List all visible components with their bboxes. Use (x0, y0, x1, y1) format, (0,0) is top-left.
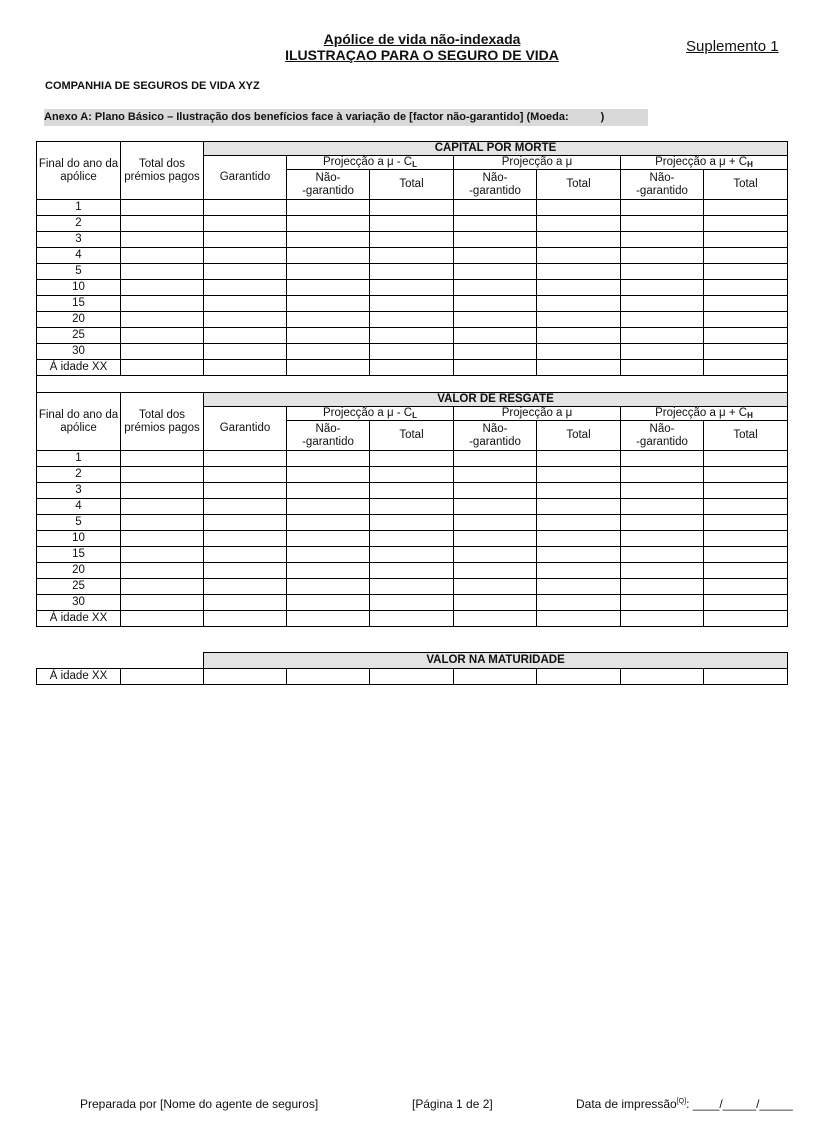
death-col-total: Total (370, 170, 454, 200)
surrender-cell (370, 611, 454, 627)
surrender-row (37, 611, 788, 627)
death-cell (121, 312, 204, 328)
surrender-cell (287, 515, 370, 531)
death-row (37, 328, 788, 344)
surrender-cell (704, 515, 788, 531)
surrender-cell (204, 595, 287, 611)
death-cell (370, 328, 454, 344)
projection-label: Projecção a μ - C (323, 156, 413, 168)
illustration-table (36, 141, 788, 627)
surrender-cell (287, 483, 370, 499)
maturity-cell (537, 669, 621, 685)
maturity-cell (704, 669, 788, 685)
surrender-cell (621, 483, 704, 499)
surrender-cell (704, 499, 788, 515)
maturity-year-label: À idade XX (37, 669, 121, 685)
surrender-cell (621, 451, 704, 467)
death-projection-mid (454, 156, 621, 170)
surrender-cell (370, 515, 454, 531)
maturity-cell (370, 669, 454, 685)
surrender-row (37, 595, 788, 611)
death-year-label: 10 (37, 280, 121, 296)
death-cell (287, 264, 370, 280)
surrender-cell (370, 451, 454, 467)
surrender-cell (121, 611, 204, 627)
death-cell (704, 328, 788, 344)
surrender-cell (204, 611, 287, 627)
non-guaranteed-line1: Não- (649, 171, 675, 184)
annex-text: Anexo A: Plano Básico – Ilustração dos benefícios face à variação de [factor não-garantido] (Moeda: (44, 111, 569, 123)
surrender-row (37, 531, 788, 547)
death-cell (287, 360, 370, 376)
death-year-label: 2 (37, 216, 121, 232)
death-cell (704, 360, 788, 376)
non-guaranteed-line1: Não- (315, 171, 341, 184)
death-cell (704, 344, 788, 360)
death-cell (621, 264, 704, 280)
death-col-guaranteed: Garantido (204, 156, 287, 200)
surrender-cell (537, 611, 621, 627)
annex-close: ) (600, 111, 605, 123)
surrender-col-non-guaranteed (287, 421, 370, 451)
death-cell (204, 216, 287, 232)
non-guaranteed-line1: Não- (649, 422, 675, 435)
surrender-cell (621, 611, 704, 627)
death-projection-low (287, 156, 454, 170)
death-year-label: À idade XX (37, 360, 121, 376)
death-year-label: 5 (37, 264, 121, 280)
death-cell (704, 312, 788, 328)
death-cell (121, 328, 204, 344)
death-cell (537, 232, 621, 248)
surrender-cell (454, 515, 537, 531)
surrender-cell (370, 547, 454, 563)
projection-subscript: H (747, 160, 753, 169)
death-cell (287, 328, 370, 344)
death-cell (454, 248, 537, 264)
death-cell (204, 312, 287, 328)
maturity-cell (121, 669, 204, 685)
surrender-cell (454, 483, 537, 499)
death-col-non-guaranteed (287, 170, 370, 200)
death-cell (204, 280, 287, 296)
death-cell (704, 248, 788, 264)
surrender-year-label: 2 (37, 467, 121, 483)
death-cell (704, 280, 788, 296)
death-cell (287, 248, 370, 264)
surrender-col-total: Total (537, 421, 621, 451)
surrender-projection-high (621, 407, 788, 421)
company-name: COMPANHIA DE SEGUROS DE VIDA XYZ (45, 80, 260, 92)
death-cell (370, 200, 454, 216)
death-cell (121, 344, 204, 360)
surrender-cell (537, 531, 621, 547)
death-row (37, 360, 788, 376)
death-cell (621, 280, 704, 296)
surrender-cell (621, 563, 704, 579)
death-cell (537, 296, 621, 312)
surrender-cell (204, 563, 287, 579)
surrender-cell (204, 467, 287, 483)
section-maturity-value: VALOR NA MATURIDADE (204, 653, 788, 669)
surrender-year-label: 1 (37, 451, 121, 467)
title-line-2: ILUSTRAÇAO PARA O SEGURO DE VIDA (285, 47, 559, 63)
surrender-cell (621, 515, 704, 531)
surrender-cell (454, 451, 537, 467)
surrender-projection-low (287, 407, 454, 421)
death-cell (287, 344, 370, 360)
surrender-cell (537, 563, 621, 579)
maturity-cell (287, 669, 370, 685)
non-guaranteed-line2: -garantido (636, 435, 688, 448)
surrender-cell (537, 515, 621, 531)
surrender-cell (121, 579, 204, 595)
surrender-row (37, 451, 788, 467)
print-date-label: Data de impressão (576, 1097, 677, 1111)
death-col-non-guaranteed (454, 170, 537, 200)
death-cell (370, 264, 454, 280)
surrender-cell (454, 499, 537, 515)
death-cell (704, 216, 788, 232)
projection-subscript: H (747, 411, 753, 420)
death-cell (537, 280, 621, 296)
death-year-label: 30 (37, 344, 121, 360)
non-guaranteed-line2: -garantido (469, 435, 521, 448)
non-guaranteed-line2: -garantido (469, 184, 521, 197)
maturity-blank (37, 653, 204, 669)
death-cell (121, 296, 204, 312)
projection-label: Projecção a μ + C (655, 407, 748, 419)
surrender-cell (121, 547, 204, 563)
death-year-label: 4 (37, 248, 121, 264)
death-cell (454, 232, 537, 248)
surrender-cell (287, 467, 370, 483)
death-cell (537, 344, 621, 360)
death-row (37, 248, 788, 264)
surrender-cell (204, 547, 287, 563)
surrender-cell (621, 467, 704, 483)
surrender-col-year-end: Final do ano da apólice (37, 393, 121, 451)
non-guaranteed-line2: -garantido (302, 435, 354, 448)
surrender-col-non-guaranteed (454, 421, 537, 451)
prepared-by: Preparada por [Nome do agente de seguros] (80, 1097, 319, 1111)
surrender-cell (537, 467, 621, 483)
projection-subscript: L (412, 411, 417, 420)
death-col-non-guaranteed (621, 170, 704, 200)
surrender-year-label: 3 (37, 483, 121, 499)
surrender-year-label: 20 (37, 563, 121, 579)
title-line-1: Apólice de vida não-indexada (323, 31, 521, 47)
death-cell (537, 248, 621, 264)
surrender-col-guaranteed: Garantido (204, 407, 287, 451)
surrender-cell (287, 547, 370, 563)
death-cell (370, 232, 454, 248)
death-cell (704, 296, 788, 312)
non-guaranteed-line1: Não- (482, 171, 508, 184)
surrender-cell (121, 467, 204, 483)
surrender-row (37, 563, 788, 579)
death-cell (621, 360, 704, 376)
death-cell (621, 216, 704, 232)
surrender-cell (454, 467, 537, 483)
surrender-year-label: 15 (37, 547, 121, 563)
surrender-col-total: Total (370, 421, 454, 451)
death-year-label: 1 (37, 200, 121, 216)
death-cell (204, 296, 287, 312)
death-cell (204, 264, 287, 280)
death-cell (370, 360, 454, 376)
surrender-cell (704, 451, 788, 467)
death-cell (121, 200, 204, 216)
projection-subscript: L (412, 160, 417, 169)
surrender-row (37, 579, 788, 595)
surrender-row (37, 483, 788, 499)
surrender-cell (537, 483, 621, 499)
surrender-cell (454, 611, 537, 627)
death-projection-high (621, 156, 788, 170)
death-cell (537, 200, 621, 216)
surrender-cell (204, 515, 287, 531)
print-date-note: [Q] (676, 1098, 687, 1105)
death-row (37, 344, 788, 360)
death-cell (370, 216, 454, 232)
death-cell (704, 264, 788, 280)
surrender-cell (370, 531, 454, 547)
print-date-blank: : ____/_____/_____ (686, 1097, 793, 1111)
surrender-cell (287, 563, 370, 579)
death-cell (121, 248, 204, 264)
surrender-cell (121, 483, 204, 499)
page-number: [Página 1 de 2] (412, 1097, 493, 1111)
death-cell (370, 296, 454, 312)
death-cell (454, 360, 537, 376)
death-cell (621, 232, 704, 248)
surrender-cell (204, 483, 287, 499)
surrender-cell (704, 467, 788, 483)
death-cell (121, 216, 204, 232)
surrender-cell (704, 483, 788, 499)
print-date (576, 1097, 793, 1111)
death-year-label: 25 (37, 328, 121, 344)
death-cell (621, 296, 704, 312)
death-cell (537, 216, 621, 232)
surrender-cell (121, 531, 204, 547)
death-row (37, 264, 788, 280)
surrender-row (37, 467, 788, 483)
surrender-year-label: 4 (37, 499, 121, 515)
surrender-cell (704, 563, 788, 579)
surrender-row (37, 499, 788, 515)
supplement-label: Suplemento 1 (686, 38, 779, 55)
surrender-cell (454, 531, 537, 547)
surrender-cell (370, 563, 454, 579)
surrender-cell (704, 595, 788, 611)
surrender-cell (370, 467, 454, 483)
surrender-cell (621, 499, 704, 515)
surrender-projection-mid (454, 407, 621, 421)
projection-label: Projecção a μ (501, 407, 573, 419)
surrender-cell (537, 451, 621, 467)
surrender-year-label: 25 (37, 579, 121, 595)
death-cell (204, 232, 287, 248)
maturity-table (36, 652, 788, 685)
death-cell (370, 248, 454, 264)
surrender-year-label: 10 (37, 531, 121, 547)
surrender-row (37, 547, 788, 563)
death-row (37, 312, 788, 328)
surrender-cell (537, 595, 621, 611)
surrender-cell (287, 579, 370, 595)
surrender-cell (121, 515, 204, 531)
death-year-label: 3 (37, 232, 121, 248)
projection-label: Projecção a μ - C (323, 407, 413, 419)
spacer-row (37, 376, 788, 393)
surrender-year-label: À idade XX (37, 611, 121, 627)
death-cell (287, 232, 370, 248)
surrender-col-non-guaranteed (621, 421, 704, 451)
death-row (37, 296, 788, 312)
surrender-cell (454, 595, 537, 611)
death-section-title: CAPITAL POR MORTE (204, 142, 788, 156)
surrender-cell (704, 579, 788, 595)
death-cell (454, 200, 537, 216)
projection-label: Projecção a μ (501, 156, 573, 168)
death-cell (704, 200, 788, 216)
death-cell (204, 344, 287, 360)
death-cell (370, 280, 454, 296)
surrender-cell (121, 451, 204, 467)
death-cell (454, 280, 537, 296)
death-cell (621, 312, 704, 328)
surrender-cell (287, 531, 370, 547)
non-guaranteed-line1: Não- (482, 422, 508, 435)
projection-label: Projecção a μ + C (655, 156, 748, 168)
death-year-label: 15 (37, 296, 121, 312)
death-row (37, 232, 788, 248)
death-cell (370, 344, 454, 360)
surrender-cell (704, 611, 788, 627)
death-cell (454, 328, 537, 344)
surrender-cell (454, 547, 537, 563)
death-row (37, 280, 788, 296)
surrender-cell (121, 499, 204, 515)
non-guaranteed-line1: Não- (315, 422, 341, 435)
surrender-cell (121, 563, 204, 579)
death-cell (121, 232, 204, 248)
surrender-cell (287, 595, 370, 611)
death-cell (621, 328, 704, 344)
surrender-cell (537, 547, 621, 563)
death-col-total: Total (537, 170, 621, 200)
surrender-year-label: 30 (37, 595, 121, 611)
death-cell (537, 312, 621, 328)
surrender-cell (287, 499, 370, 515)
surrender-cell (204, 451, 287, 467)
surrender-section-title: VALOR DE RESGATE (204, 393, 788, 407)
death-cell (287, 296, 370, 312)
death-row (37, 216, 788, 232)
death-cell (287, 280, 370, 296)
surrender-col-total: Total (704, 421, 788, 451)
death-col-year-end: Final do ano da apólice (37, 142, 121, 200)
maturity-cell (454, 669, 537, 685)
death-cell (537, 264, 621, 280)
death-cell (454, 312, 537, 328)
surrender-cell (704, 547, 788, 563)
death-cell (621, 200, 704, 216)
death-cell (537, 360, 621, 376)
surrender-cell (621, 579, 704, 595)
surrender-year-label: 5 (37, 515, 121, 531)
death-cell (537, 328, 621, 344)
surrender-cell (537, 579, 621, 595)
surrender-cell (204, 531, 287, 547)
surrender-cell (370, 483, 454, 499)
death-cell (204, 360, 287, 376)
death-row (37, 200, 788, 216)
surrender-cell (370, 499, 454, 515)
death-cell (621, 248, 704, 264)
surrender-cell (621, 547, 704, 563)
death-col-total: Total (704, 170, 788, 200)
death-cell (121, 280, 204, 296)
death-cell (121, 264, 204, 280)
death-cell (121, 360, 204, 376)
maturity-cell (621, 669, 704, 685)
surrender-cell (537, 499, 621, 515)
surrender-cell (287, 611, 370, 627)
death-cell (454, 264, 537, 280)
death-cell (287, 312, 370, 328)
surrender-cell (287, 451, 370, 467)
death-cell (204, 328, 287, 344)
surrender-cell (454, 579, 537, 595)
surrender-cell (370, 595, 454, 611)
annex-heading (44, 109, 648, 126)
surrender-cell (621, 531, 704, 547)
non-guaranteed-line2: -garantido (636, 184, 688, 197)
non-guaranteed-line2: -garantido (302, 184, 354, 197)
death-cell (287, 216, 370, 232)
surrender-col-total-premiums: Total dos prémios pagos (121, 393, 204, 451)
death-cell (204, 200, 287, 216)
death-cell (454, 296, 537, 312)
maturity-cell (204, 669, 287, 685)
surrender-cell (704, 531, 788, 547)
surrender-cell (204, 499, 287, 515)
surrender-row (37, 515, 788, 531)
surrender-cell (621, 595, 704, 611)
death-cell (204, 248, 287, 264)
surrender-cell (121, 595, 204, 611)
death-cell (621, 344, 704, 360)
surrender-cell (370, 579, 454, 595)
death-cell (704, 232, 788, 248)
death-col-total-premiums: Total dos prémios pagos (121, 142, 204, 200)
death-cell (287, 200, 370, 216)
death-cell (370, 312, 454, 328)
death-cell (454, 216, 537, 232)
death-year-label: 20 (37, 312, 121, 328)
death-cell (454, 344, 537, 360)
surrender-cell (204, 579, 287, 595)
surrender-cell (454, 563, 537, 579)
